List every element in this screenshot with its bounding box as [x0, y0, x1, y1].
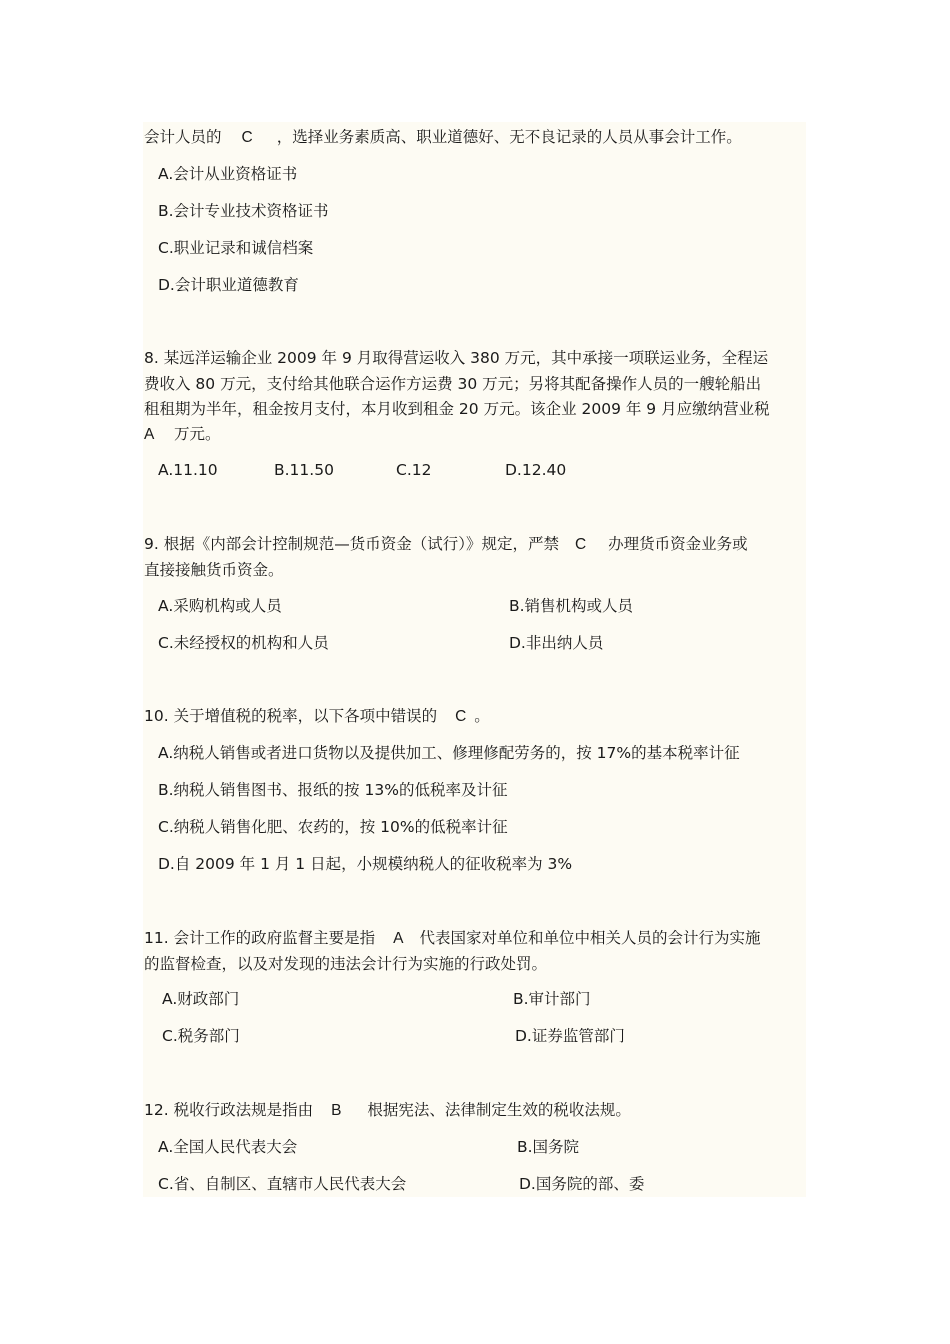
q9-answer: C — [574, 536, 587, 553]
q12-answer: B — [331, 1102, 342, 1119]
q8-answer: A — [144, 426, 155, 443]
q12-option-c: C.省、自制区、直辖市人民代表大会 — [158, 1175, 407, 1193]
q7-answer: C — [241, 129, 253, 146]
q8-stem-line-1: 8. 某远洋运输企业 2009 年 9 月取得营运收入 380 万元，其中承接一项联运业务，全程运 — [144, 349, 769, 367]
q7-stem-after: ，选择业务素质高、职业道德好、无不良记录的人员从事会计工作。 — [276, 128, 742, 146]
q11-stem-line-1 — [144, 927, 760, 950]
q8-option-c: C.12 — [396, 461, 432, 479]
q12-stem — [144, 1099, 631, 1122]
q8-option-d: D.12.40 — [505, 461, 567, 479]
q9-option-c: C.未经授权的机构和人员 — [158, 634, 329, 652]
q10-stem-after: 。 — [474, 707, 490, 725]
q9-stem-before: 9. 根据《内部会计控制规范—货币资金（试行）》规定，严禁 — [144, 535, 559, 553]
q8-option-a: A.11.10 — [158, 461, 218, 479]
q9-stem-after: 办理货币资金业务或 — [608, 535, 748, 553]
q8-stem-line-3: 租租期为半年，租金按月支付，本月收到租金 20 万元。该企业 2009 年 9 月应缴纳营业税 — [144, 400, 770, 418]
q8-option-b: B.11.50 — [274, 461, 334, 479]
q11-option-d: D.证券监管部门 — [515, 1027, 625, 1045]
q9-option-a: A.采购机构或人员 — [158, 597, 282, 615]
q11-stem-before: 11. 会计工作的政府监督主要是指 — [144, 929, 376, 947]
q12-stem-before: 12. 税收行政法规是指由 — [144, 1101, 314, 1119]
q10-answer: C — [455, 708, 467, 725]
q12-option-d: D.国务院的部、委 — [519, 1175, 645, 1193]
q8-stem-end: 万元。 — [174, 425, 221, 443]
q7-option-c: C.职业记录和诚信档案 — [158, 239, 314, 257]
q10-stem — [144, 705, 490, 728]
q8-stem-line-2: 费收入 80 万元，支付给其他联合运作方运费 30 万元；另将其配备操作人员的一艘轮船出 — [144, 375, 762, 393]
q10-option-b: B.纳税人销售图书、报纸的按 13%的低税率及计征 — [158, 781, 508, 799]
q12-stem-after: 根据宪法、法律制定生效的税收法规。 — [367, 1101, 631, 1119]
q9-stem-line-1 — [144, 533, 748, 556]
q10-stem-before: 10. 关于增值税的税率，以下各项中错误的 — [144, 707, 438, 725]
q12-option-a: A.全国人民代表大会 — [158, 1138, 298, 1156]
q7-option-a: A.会计从业资格证书 — [158, 165, 298, 183]
q10-option-d: D.自 2009 年 1 月 1 日起，小规模纳税人的征收税率为 3% — [158, 855, 573, 873]
q8-stem-line-4 — [144, 423, 221, 446]
q11-stem-line-2: 的监督检查，以及对发现的违法会计行为实施的行政处罚。 — [144, 955, 548, 973]
q10-option-c: C.纳税人销售化肥、农药的，按 10%的低税率计征 — [158, 818, 508, 836]
q11-stem-after: 代表国家对单位和单位中相关人员的会计行为实施 — [419, 929, 761, 947]
q12-option-b: B.国务院 — [517, 1138, 580, 1156]
q11-option-a: A.财政部门 — [162, 990, 240, 1008]
q7-option-b: B.会计专业技术资格证书 — [158, 202, 329, 220]
q9-option-b: B.销售机构或人员 — [509, 597, 634, 615]
q7-option-d: D.会计职业道德教育 — [158, 276, 299, 294]
q11-option-b: B.审计部门 — [513, 990, 591, 1008]
q11-option-c: C.税务部门 — [162, 1027, 240, 1045]
q9-stem-line-2: 直接接触货币资金。 — [144, 561, 284, 579]
q9-option-d: D.非出纳人员 — [509, 634, 604, 652]
q10-option-a: A.纳税人销售或者进口货物以及提供加工、修理修配劳务的，按 17%的基本税率计征 — [158, 744, 740, 762]
q7-stem-before: 会计人员的 — [144, 128, 222, 146]
q11-answer: A — [393, 930, 404, 947]
q7-stem — [144, 126, 742, 149]
